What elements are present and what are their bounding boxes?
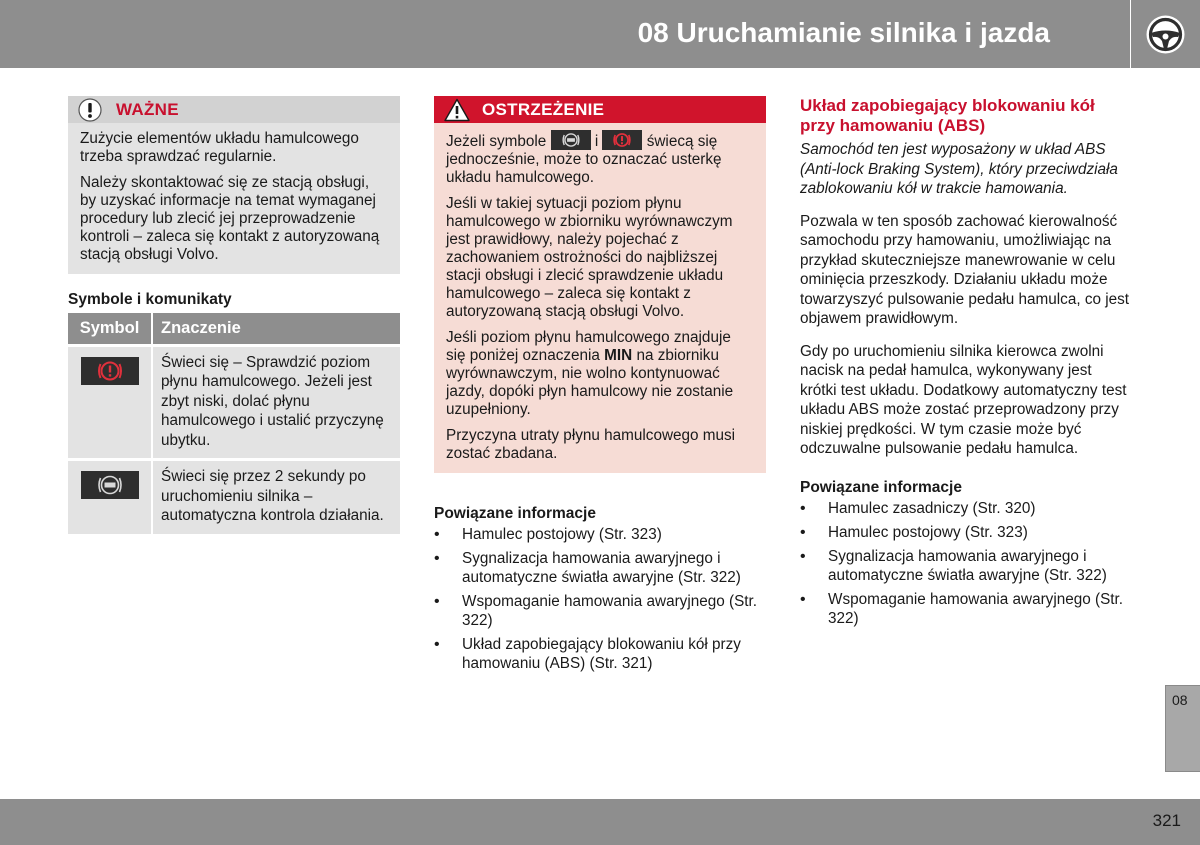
related-info-heading: Powiązane informacje (800, 478, 962, 496)
brake-warning-indicator (81, 357, 139, 385)
exclamation-circle-icon (78, 98, 102, 122)
chapter-side-tab[interactable] (1165, 685, 1200, 772)
warning-paragraph-1 (446, 130, 754, 187)
brake-warning-indicator-inline (602, 130, 642, 150)
important-box-body (68, 123, 400, 274)
page-footer (0, 799, 1200, 845)
meaning-cell: Świeci się przez 2 sekundy po uruchomieniu silnika – automatyczna kontrola działania. (152, 460, 400, 534)
warning-paragraph-3 (446, 329, 754, 419)
warning-box (434, 96, 766, 473)
abs-indicator (81, 471, 139, 499)
related-info-heading: Powiązane informacje (434, 505, 596, 522)
chapter-icon-box (1131, 0, 1200, 68)
abs-indicator-inline (551, 130, 591, 150)
symbol-cell (68, 345, 152, 460)
important-box-title: WAŻNE (116, 99, 179, 119)
column-middle (434, 96, 766, 678)
min-mark-label: MIN (604, 347, 633, 364)
list-item[interactable]: • Hamulec postojowy (Str. 323) (800, 523, 1130, 542)
section-title: Układ zapobiegający blokowaniu kół przy hamowaniu (ABS) (800, 96, 1095, 135)
brake-warning-icon (96, 357, 124, 385)
page-number: 321 (1152, 811, 1181, 830)
list-item[interactable]: • Hamulec zasadniczy (Str. 320) (800, 499, 1130, 518)
list-item[interactable]: • Układ zapobiegający blokowaniu kół przy hamowaniu (ABS) (Str. 321) (434, 635, 766, 673)
section-intro: Samochód ten jest wyposażony w układ ABS (Anti-lock Braking System), który przeciwdziała zablokowaniu kół w trakcie hamowania. (800, 141, 1118, 197)
symbols-table-header-row (68, 313, 400, 345)
warning-text: na zbiorniku wyrównawczym, nie wolno kontynuować jazdy, dopóki płyn hamulcowy nie zostanie uzupełniony. (446, 347, 734, 418)
abs-icon (96, 471, 124, 499)
section-paragraph-1: Pozwala w ten sposób zachować kierowalność samochodu przy hamowaniu, umożliwiając na przykład skuteczniejsze manewrowanie w celu ominięcia przeszkody. Działaniu układu może towarzyszyć pulsowanie pedału hamulca, co jest objawem prawidłowym. (800, 212, 1130, 327)
abs-icon (561, 130, 581, 150)
warning-text: i (594, 133, 599, 150)
important-paragraph-1: Zużycie elementów układu hamulcowego trzeba sprawdzać regularnie. (80, 130, 359, 165)
important-box (68, 96, 400, 274)
column-right (800, 96, 1130, 633)
warning-text: świecą się jednocześnie, może to oznaczać usterkę układu hamulcowego. (446, 133, 722, 186)
chapter-side-tab-label: 08 (1172, 692, 1188, 708)
list-item[interactable]: • Sygnalizacja hamowania awaryjnego i automatyczne światła awaryjne (Str. 322) (800, 547, 1130, 585)
column-left (68, 96, 400, 534)
meaning-cell: Świeci się – Sprawdzić poziom płynu hamulcowego. Jeżeli jest zbyt niski, dolać płynu hamulcowego i ustalić przyczynę ubytku. (152, 345, 400, 460)
list-item[interactable]: • Wspomaganie hamowania awaryjnego (Str. 322) (434, 592, 766, 630)
brake-warning-icon (612, 130, 632, 150)
chapter-title: 08 Uruchamianie silnika i jazda (637, 17, 1050, 48)
table-row (68, 460, 400, 534)
steering-wheel-icon (1145, 14, 1186, 55)
warning-triangle-icon (444, 98, 470, 122)
related-info-list (434, 525, 766, 673)
important-box-header (68, 96, 400, 123)
list-item[interactable]: • Wspomaganie hamowania awaryjnego (Str. 322) (800, 590, 1130, 628)
section-paragraph-2: Gdy po uruchomieniu silnika kierowca zwolni nacisk na pedał hamulca, wykonywany jest krótki test układu. Dodatkowy automatyczny test układu ABS może zostać przeprowadzony przy niskiej prędkości. W tym czasie może być odczuwalne pulsowanie pedału hamulca. (800, 342, 1127, 457)
list-item[interactable]: • Sygnalizacja hamowania awaryjnego i automatyczne światła awaryjne (Str. 322) (434, 549, 766, 587)
meaning-column-header: Znaczenie (152, 313, 400, 345)
warning-box-body (434, 123, 766, 473)
warning-paragraph-4: Przyczyna utraty płynu hamulcowego musi zostać zbadana. (446, 427, 736, 462)
warning-text: Jeżeli symbole (446, 133, 547, 150)
warning-text: Jeśli poziom płynu hamulcowego znajduje się poniżej oznaczenia (446, 329, 731, 364)
symbol-cell (68, 460, 152, 534)
list-item[interactable]: • Hamulec postojowy (Str. 323) (434, 525, 766, 544)
warning-box-header (434, 96, 766, 123)
related-info-list (800, 499, 1130, 628)
important-paragraph-2: Należy skontaktować się ze stacją obsługi, by uzyskać informacje na temat wymaganej procedury lub zlecić jej przeprowadzenie kontroli – zaleca się kontakt z autoryzowaną stacją obsługi Volvo. (80, 174, 380, 263)
table-row (68, 345, 400, 460)
page-header (0, 0, 1130, 68)
warning-paragraph-2: Jeśli w takiej sytuacji poziom płynu hamulcowego w zbiorniku wyrównawczym jest prawidłowy, należy pojechać z zachowaniem ostrożności do najbliższej stacji obsługi i zlecić sprawdzenie układu hamulcowego – zaleca się kontakt z autoryzowaną stacją obsługi Volvo. (446, 195, 733, 320)
symbols-heading: Symbole i komunikaty (68, 291, 232, 308)
symbol-column-header: Symbol (68, 313, 152, 345)
symbols-table (68, 313, 400, 534)
warning-box-title: OSTRZEŻENIE (482, 99, 605, 119)
